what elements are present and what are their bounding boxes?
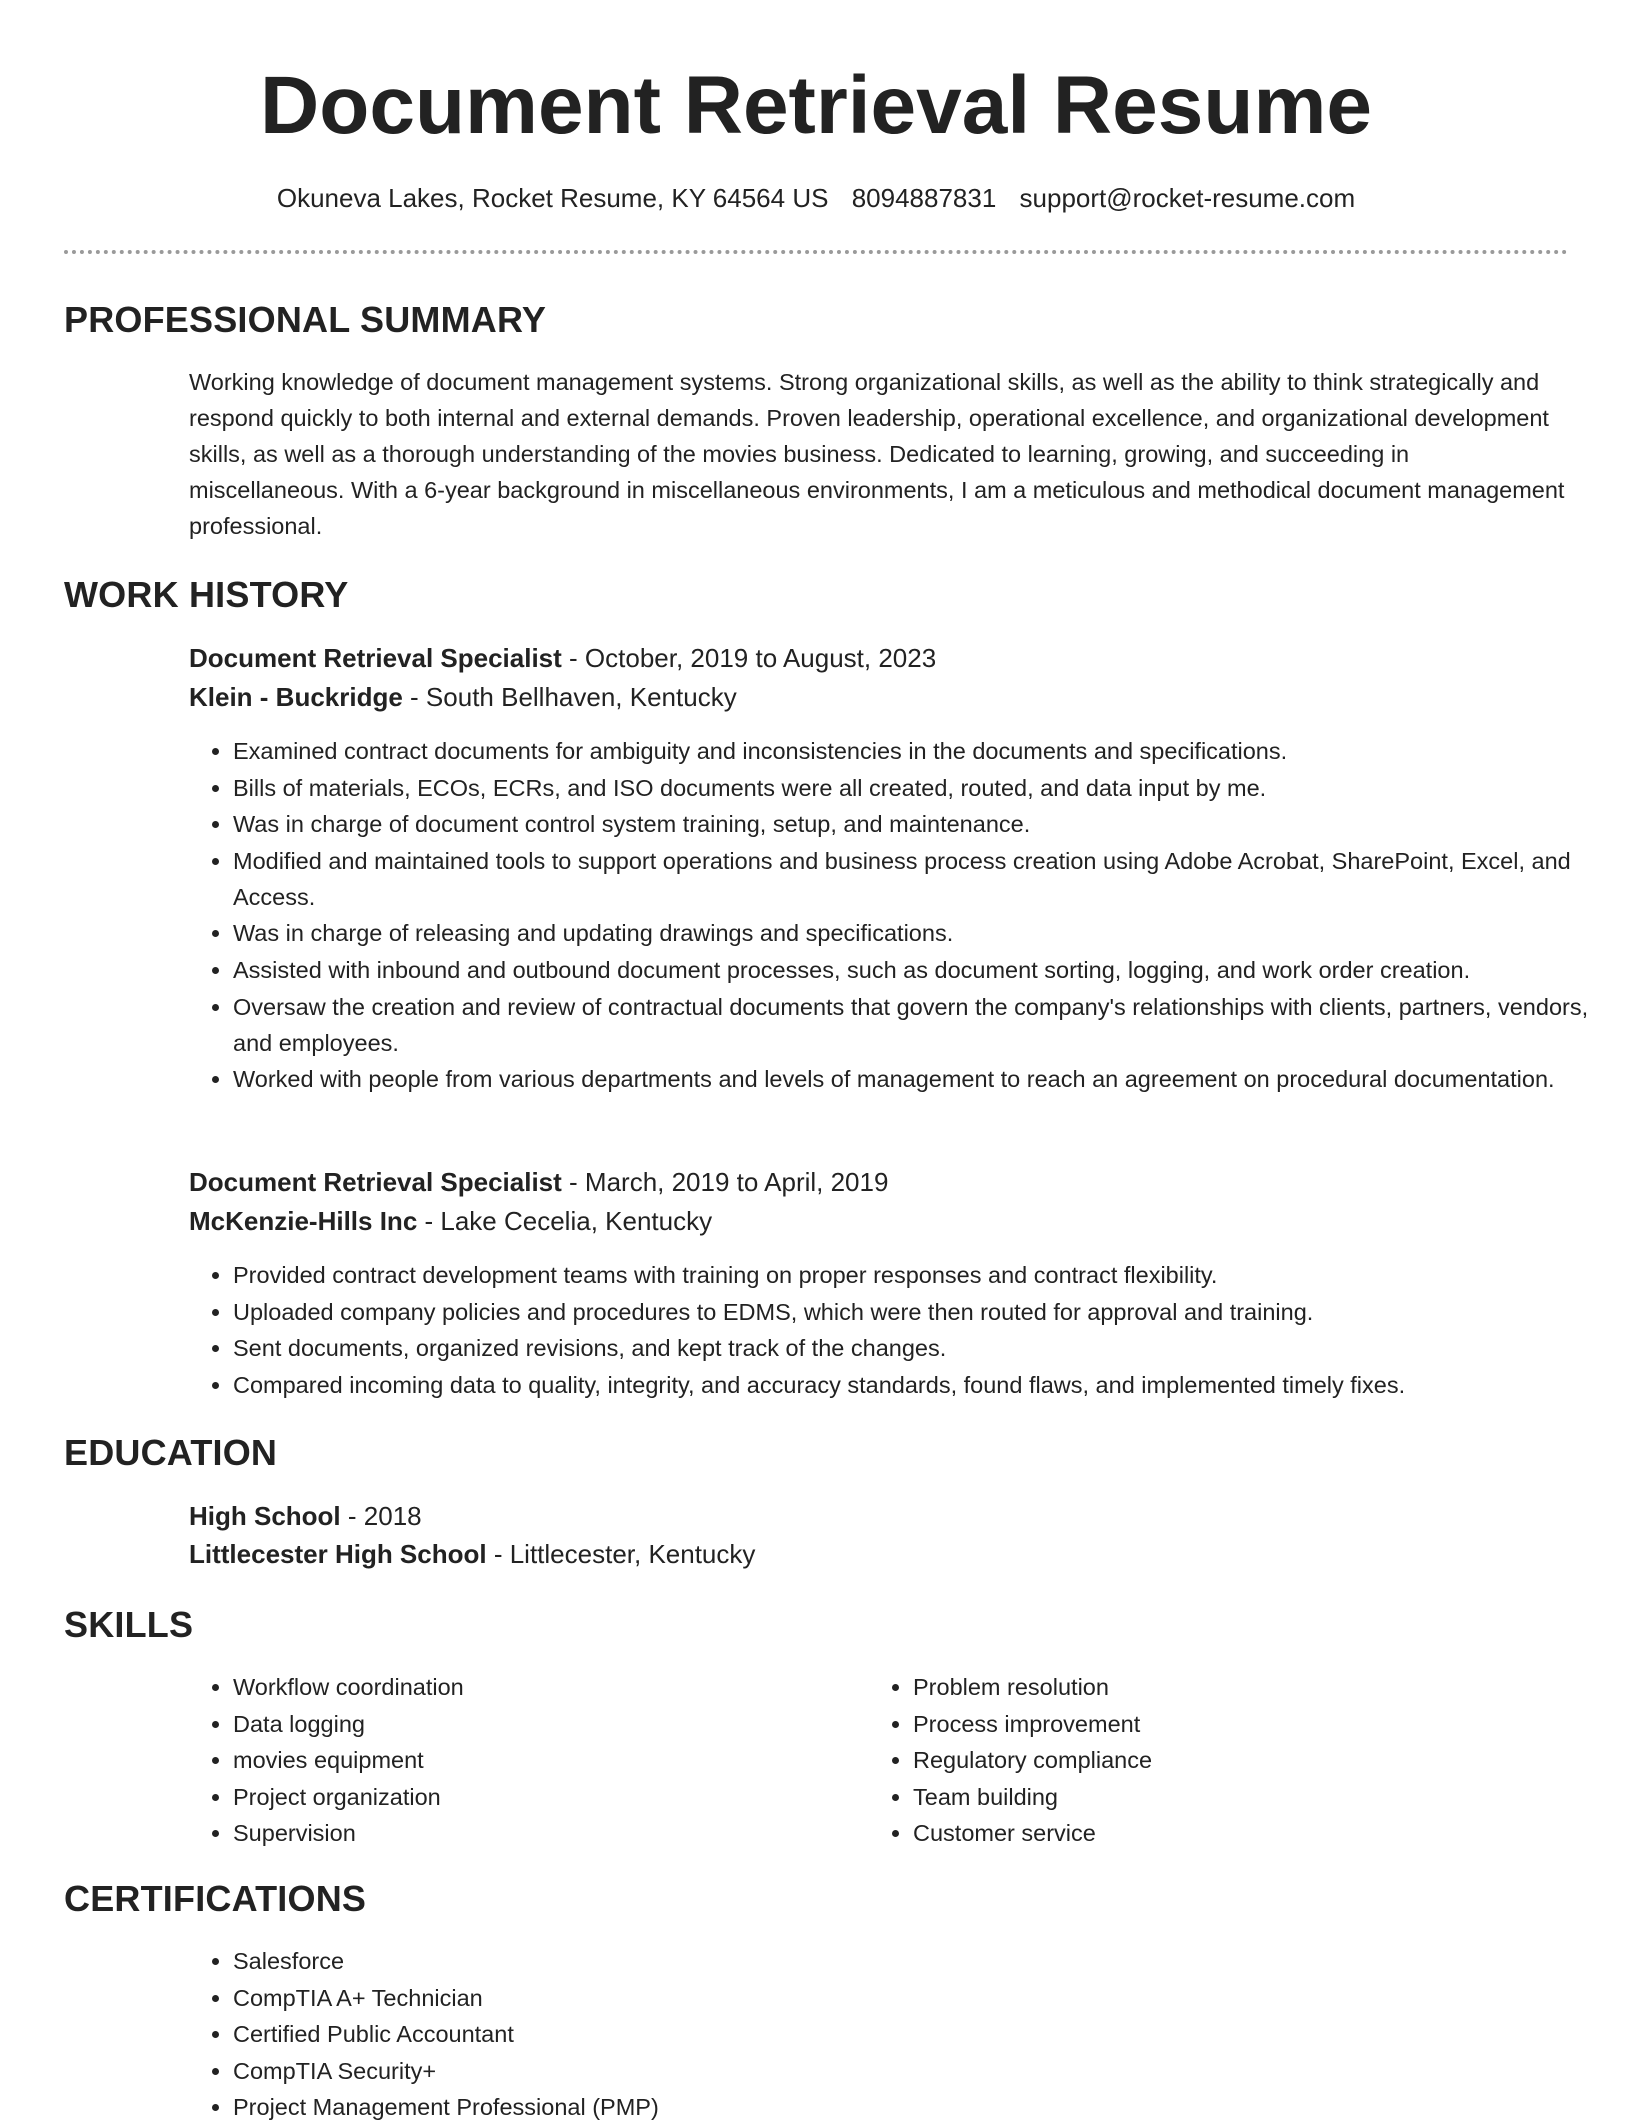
list-item: • movies equipment bbox=[233, 1742, 853, 1778]
list-item: • Sent documents, organized revisions, and kept track of the changes. bbox=[233, 1330, 1613, 1366]
list-item: • Problem resolution bbox=[913, 1669, 1563, 1705]
contact-phone: 8094887831 bbox=[851, 183, 997, 213]
skills-list-right bbox=[869, 1669, 1563, 1852]
education-school-line bbox=[189, 1536, 755, 1572]
list-item: • Regulatory compliance bbox=[913, 1742, 1563, 1778]
summary-text: Working knowledge of document management systems. Strong organizational skills, as well as the ability to think strategically and respond quickly to both internal and external demands. Proven leadership, operational excellence, and organizational development skills, as well as a thorough understanding of the movies business. Dedicated to learning, growing, and succeeding in miscellaneous. With a 6-year background in miscellaneous environments, I am a meticulous and methodical document management professional. bbox=[189, 369, 1565, 539]
skills-list-left bbox=[189, 1669, 853, 1852]
list-item: • Salesforce bbox=[233, 1943, 1613, 1979]
list-item: • Team building bbox=[913, 1779, 1563, 1815]
list-item: • Assisted with inbound and outbound document processes, such as document sorting, logging, and work order creation. bbox=[233, 952, 1613, 988]
list-item: • Was in charge of releasing and updating drawings and specifications. bbox=[233, 915, 1613, 951]
education-heading: EDUCATION bbox=[64, 1432, 278, 1473]
list-item: • Oversaw the creation and review of contractual documents that govern the company's relationships with clients, partners, vendors, and employees. bbox=[233, 989, 1613, 1061]
header-divider bbox=[64, 250, 1568, 254]
job-1-bullets bbox=[189, 733, 1613, 1098]
job-1-location: - South Bellhaven, Kentucky bbox=[402, 682, 737, 712]
list-item: • Provided contract development teams with training on proper responses and contract flexibility. bbox=[233, 1257, 1613, 1293]
list-item: • Bills of materials, ECOs, ECRs, and ISO documents were all created, routed, and data input by me. bbox=[233, 770, 1613, 806]
job-2-title-line bbox=[189, 1164, 888, 1200]
contact-email: support@rocket-resume.com bbox=[1019, 183, 1356, 213]
resume-title: Document Retrieval Resume bbox=[260, 60, 1372, 151]
education-degree: High School bbox=[189, 1501, 341, 1531]
list-item: • Certified Public Accountant bbox=[233, 2016, 1613, 2052]
contact-address: Okuneva Lakes, Rocket Resume, KY 64564 US bbox=[276, 183, 829, 213]
list-item: • Was in charge of document control system training, setup, and maintenance. bbox=[233, 806, 1613, 842]
list-item: • Project organization bbox=[233, 1779, 853, 1815]
list-item: • Supervision bbox=[233, 1815, 853, 1851]
certifications-heading: CERTIFICATIONS bbox=[64, 1878, 367, 1919]
list-item: • Uploaded company policies and procedures to EDMS, which were then routed for approval and training. bbox=[233, 1294, 1613, 1330]
job-2-bullets bbox=[189, 1257, 1613, 1403]
job-2-role: Document Retrieval Specialist bbox=[189, 1167, 562, 1197]
job-1-role: Document Retrieval Specialist bbox=[189, 643, 562, 673]
education-location: - Littlecester, Kentucky bbox=[486, 1539, 756, 1569]
job-2-dates: - March, 2019 to April, 2019 bbox=[561, 1167, 889, 1197]
job-1-company: Klein - Buckridge bbox=[189, 682, 403, 712]
certifications-list bbox=[189, 1943, 1613, 2126]
list-item: • Process improvement bbox=[913, 1706, 1563, 1742]
list-item: • Project Management Professional (PMP) bbox=[233, 2089, 1613, 2125]
education-degree-line bbox=[189, 1498, 422, 1534]
list-item: • Examined contract documents for ambiguity and inconsistencies in the documents and specifications. bbox=[233, 733, 1613, 769]
job-1-dates: - October, 2019 to August, 2023 bbox=[561, 643, 937, 673]
list-item: • Modified and maintained tools to support operations and business process creation using Adobe Acrobat, SharePoint, Excel, and Access. bbox=[233, 843, 1613, 915]
job-2-location: - Lake Cecelia, Kentucky bbox=[417, 1206, 713, 1236]
job-1-company-line bbox=[189, 679, 737, 715]
summary-heading: PROFESSIONAL SUMMARY bbox=[64, 299, 547, 340]
list-item: • Data logging bbox=[233, 1706, 853, 1742]
skills-heading: SKILLS bbox=[64, 1604, 194, 1645]
list-item: • Workflow coordination bbox=[233, 1669, 853, 1705]
list-item: • CompTIA Security+ bbox=[233, 2053, 1613, 2089]
list-item: • Customer service bbox=[913, 1815, 1563, 1851]
education-school: Littlecester High School bbox=[189, 1539, 487, 1569]
list-item: • Compared incoming data to quality, integrity, and accuracy standards, found flaws, and implemented timely fixes. bbox=[233, 1367, 1613, 1403]
list-item: • CompTIA A+ Technician bbox=[233, 1980, 1613, 2016]
job-2-company: McKenzie-Hills Inc bbox=[189, 1206, 418, 1236]
list-item: • Worked with people from various departments and levels of management to reach an agreement on procedural documentation. bbox=[233, 1061, 1613, 1097]
education-year: - 2018 bbox=[340, 1501, 422, 1531]
job-2-company-line bbox=[189, 1203, 712, 1239]
work-history-heading: WORK HISTORY bbox=[64, 574, 349, 615]
contact-line bbox=[0, 180, 1632, 216]
job-1-title-line bbox=[189, 640, 936, 676]
